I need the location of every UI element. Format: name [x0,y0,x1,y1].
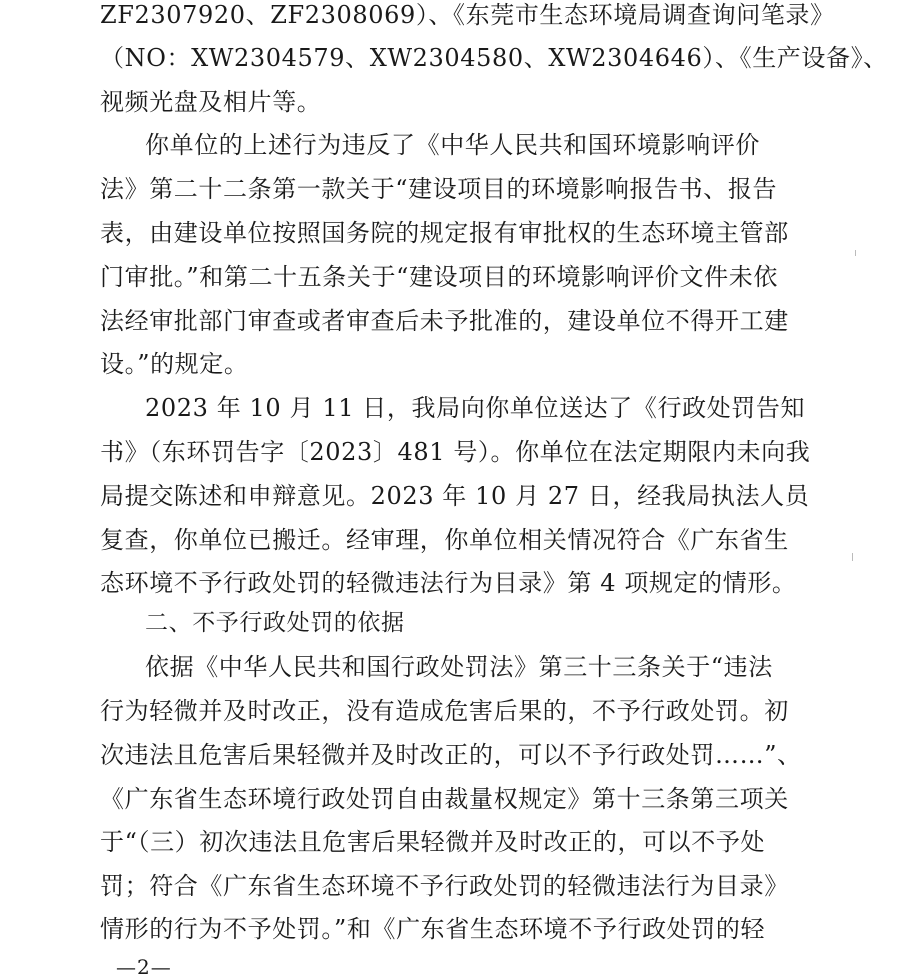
body-line: 复查，你单位已搬迁。经审理，你单位相关情况符合《广东省生 [100,526,789,554]
body-line: 于“（三）初次违法且危害后果轻微并及时改正的，可以不予处 [100,828,766,856]
body-line: 情形的行为不予处罚。”和《广东省生态环境不予行政处罚的轻 [100,915,766,943]
body-line: 设。”的规定。 [100,350,249,378]
body-line: 态环境不予行政处罚的轻微违法行为目录》第 4 项规定的情形。 [100,569,797,597]
paragraph-start: 2023 年 10 月 11 日，我局向你单位送达了《行政处罚告知 [145,394,806,422]
scan-speck [852,553,853,561]
body-line: 《广东省生态环境行政处罚自由裁量权规定》第十三条第三项关 [100,785,789,813]
body-line: 法》第二十二条第一款关于“建设项目的环境影响报告书、报告 [100,175,778,203]
body-line: 书》（东环罚告字〔2023〕481 号）。你单位在法定期限内未向我 [100,438,811,466]
body-line: ZF2307920、ZF2308069）、《东莞市生态环境局调查询问笔录》 [100,1,835,29]
scan-speck [855,250,856,256]
body-line: 局提交陈述和申辩意见。2023 年 10 月 27 日，经我局执法人员 [100,482,810,510]
body-line: 次违法且危害后果轻微并及时改正的，可以不予行政处罚……”、 [100,741,802,769]
paragraph-start: 依据《中华人民共和国行政处罚法》第三十三条关于“违法 [145,653,773,681]
page-number: —2— [116,955,172,979]
body-line: 法经审批部门审查或者审查后未予批准的，建设单位不得开工建 [100,307,789,335]
body-line: 罚；符合《广东省生态环境不予行政处罚的轻微违法行为目录》 [100,872,789,900]
paragraph-start: 你单位的上述行为违反了《中华人民共和国环境影响评价 [145,131,760,159]
body-line: 门审批。”和第二十五条关于“建设项目的环境影响评价文件未依 [100,263,778,291]
body-line: （NO：XW2304579、XW2304580、XW2304646）、《生产设备》、 [100,44,888,72]
body-line: 行为轻微并及时改正，没有造成危害后果的，不予行政处罚。初 [100,697,789,725]
section-heading: 二、不予行政处罚的依据 [145,610,405,636]
body-line: 表，由建设单位按照国务院的规定报有审批权的生态环境主管部 [100,219,789,247]
body-line: 视频光盘及相片等。 [100,88,322,116]
